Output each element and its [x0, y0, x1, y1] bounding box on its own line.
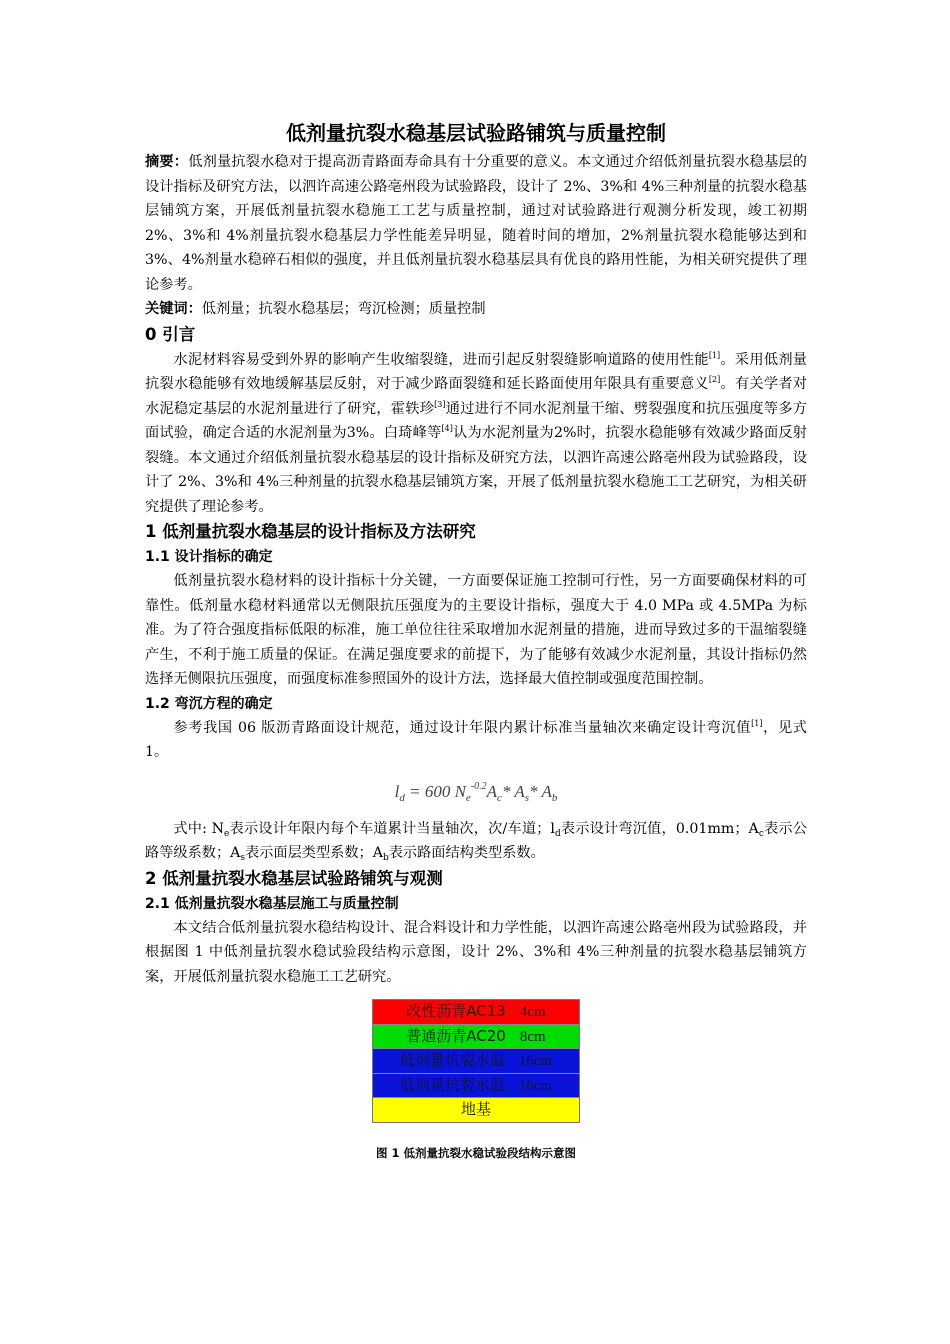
- section-1-2-heading: 1.2 弯沉方程的确定: [145, 695, 273, 712]
- section-1-1-heading: 1.1 设计指标的确定: [145, 549, 273, 565]
- citation-4: [4]: [441, 424, 453, 433]
- keywords-label: 关键词：: [145, 301, 202, 317]
- formula-ab-sub: b: [551, 791, 558, 804]
- section-0-paragraph: [145, 348, 807, 520]
- formula-a: A: [486, 781, 498, 801]
- section-2-1-paragraph: 本文结合低剂量抗裂水稳结构设计、混合料设计和力学性能，以泗许高速公路亳州段为试验路段，并根据图 1 中低剂量抗裂水稳试验段结构示意图，设计 2%、3%和 4%三种剂量的抗裂水稳基层铺筑方案，开展低剂量抗裂水稳施工工艺研究。: [145, 919, 807, 985]
- section-2-heading: 2 低剂量抗裂水稳基层试验路铺筑与观测: [145, 868, 443, 888]
- section-2-1-heading: 2.1 低剂量抗裂水稳基层施工与质量控制: [145, 895, 399, 912]
- paper-page: [145, 118, 807, 1161]
- abstract-label: 摘要：: [145, 154, 189, 170]
- citation-2: [2]: [708, 375, 721, 384]
- formula-star-1: * A: [501, 781, 525, 801]
- citation-1: [1]: [708, 350, 721, 360]
- structure-layer: [373, 1000, 579, 1025]
- formula-exponent: -0.2: [470, 780, 487, 792]
- expl-4: 表示公路等级系数；A: [145, 820, 807, 861]
- expl-2: 表示设计年限内每个车道累计当量轴次，次/车道；l: [229, 820, 555, 837]
- expl-2-sub: d: [554, 828, 561, 839]
- deflection-text-2: ，见式 1。: [145, 719, 807, 760]
- section-1-2-paragraph: [145, 716, 807, 765]
- expl-3-sub: c: [758, 828, 764, 839]
- formula-ac-sub: c: [497, 791, 502, 804]
- expl-1-sub: e: [224, 828, 230, 839]
- layer-thickness: 16cm: [518, 1053, 553, 1069]
- expl-4-sub: s: [240, 853, 245, 863]
- layer-name: 地基: [460, 1100, 491, 1118]
- expl-5: 表示面层类型系数；A: [245, 845, 383, 861]
- abstract: [145, 150, 807, 297]
- layer-thickness: 8cm: [519, 1028, 546, 1045]
- formula-as-sub: s: [524, 791, 530, 804]
- intro-text-2: 。采用低剂量抗裂水稳能够有效地缓解基层反射，对于减少路面裂缝和延长路面使用年限具有重要意义: [145, 351, 807, 392]
- layer-name: 普通沥青AC20: [406, 1026, 506, 1045]
- paper-title: 低剂量抗裂水稳基层试验路铺筑与质量控制: [286, 121, 666, 145]
- figure-caption: 图 1 低剂量抗裂水稳试验段结构示意图: [375, 1145, 576, 1160]
- citation-3: [3]: [434, 399, 446, 409]
- layer-name: 改性沥青AC13: [406, 1002, 506, 1020]
- abstract-text: 低剂量抗裂水稳对于提高沥青路面寿命具有十分重要的意义。本文通过介绍低剂量抗裂水稳基层的设计指标及研究方法，以泗许高速公路亳州段为试验路段，设计了 2%、3%和 4%三种剂量的抗裂水稳基层铺筑方案，开展低剂量抗裂水稳施工工艺与质量控制，通过对试验路进行观测分析发现，竣工初期 2%、3%和 4%剂量抗裂水稳基层力学性能差异明显，随着时间的增加，2%剂量抗裂水稳能够达到和 3%、4%剂量水稳碎石相似的强度，并且低剂量抗裂水稳基层具有优良的路用性能，为相关研究提供了理论参考。: [145, 154, 807, 293]
- expl-3: 表示设计弯沉值，0.01mm；A: [560, 820, 759, 837]
- layer-thickness: 16cm: [518, 1077, 553, 1094]
- formula-explanation: [145, 817, 807, 866]
- formula-eq: = 600 N: [404, 781, 466, 801]
- pavement-structure-figure: [372, 999, 580, 1123]
- layer-thickness: 4cm: [519, 1004, 546, 1020]
- layer-name: 低剂量抗裂水温: [399, 1075, 505, 1094]
- intro-text-1: 水泥材料容易受到外界的影响产生收缩裂缝，进而引起反射裂缝影响道路的使用性能: [173, 351, 709, 368]
- citation-1b: [1]: [751, 718, 763, 728]
- formula-lhs-sub: d: [399, 791, 405, 804]
- structure-layer: [373, 1049, 579, 1074]
- intro-text-5: 认为水泥剂量为2%时，抗裂水稳能够有效减少路面反射裂缝。本文通过介绍低剂量抗裂水稳基层的设计指标及研究方法，以泗许高速公路亳州段为试验路段，设计了 2%、3%和 4%三种剂量的抗裂水稳基层铺筑方案，开展了低剂量抗裂水稳施工工艺研究，为相关研究提供了理论参考。: [145, 425, 807, 515]
- keywords-text: 低剂量；抗裂水稳基层；弯沉检测；质量控制: [201, 301, 486, 317]
- section-1-1-paragraph: 低剂量抗裂水稳材料的设计指标十分关键，一方面要保证施工控制可行性，另一方面要确保材料的可靠性。低剂量水稳材料通常以无侧限抗压强度为的主要设计指标，强度大于 4.0 MPa 或 4.5MPa 为标准。为了符合强度指标低限的标准，施工单位往往采取增加水泥剂量的措施，进而导致过多的干温缩裂缝产生，不利于施工质量的保证。在满足强度要求的前提下，为了能够有效减少水泥剂量，其设计指标仍然选择无侧限抗压强度，而强度标准参照国外的设计方法，选择最大值控制或强度范围控制。: [145, 573, 807, 687]
- expl-1: 式中: N: [173, 820, 225, 837]
- section-0-heading: 0 引言: [145, 324, 196, 344]
- formula-n-sub: e: [465, 791, 471, 804]
- formula-star-2: * A: [529, 781, 552, 801]
- structure-layer: [373, 1098, 579, 1122]
- layer-name: 低剂量抗裂水温: [399, 1051, 505, 1069]
- deflection-formula: [145, 767, 807, 817]
- structure-layer: [373, 1025, 579, 1050]
- keywords: [145, 297, 807, 322]
- section-1-heading: 1 低剂量抗裂水稳基层的设计指标及方法研究: [145, 522, 476, 541]
- formula-lhs: l: [394, 781, 400, 801]
- expl-6: 表示路面结构类型系数。: [388, 845, 545, 861]
- deflection-text-1: 参考我国 06 版沥青路面设计规范，通过设计年限内累计标准当量轴次来确定设计弯沉值: [173, 719, 752, 736]
- expl-5-sub: b: [382, 853, 389, 863]
- intro-text-4: 通过进行不同水泥剂量干缩、劈裂强度和抗压强度等多方面试验，确定合适的水泥剂量为3%。白琦峰等: [145, 400, 807, 441]
- intro-text-3: 。有关学者对水泥稳定基层的水泥剂量进行了研究，霍轶珍: [145, 376, 807, 417]
- structure-layer: [373, 1074, 579, 1099]
